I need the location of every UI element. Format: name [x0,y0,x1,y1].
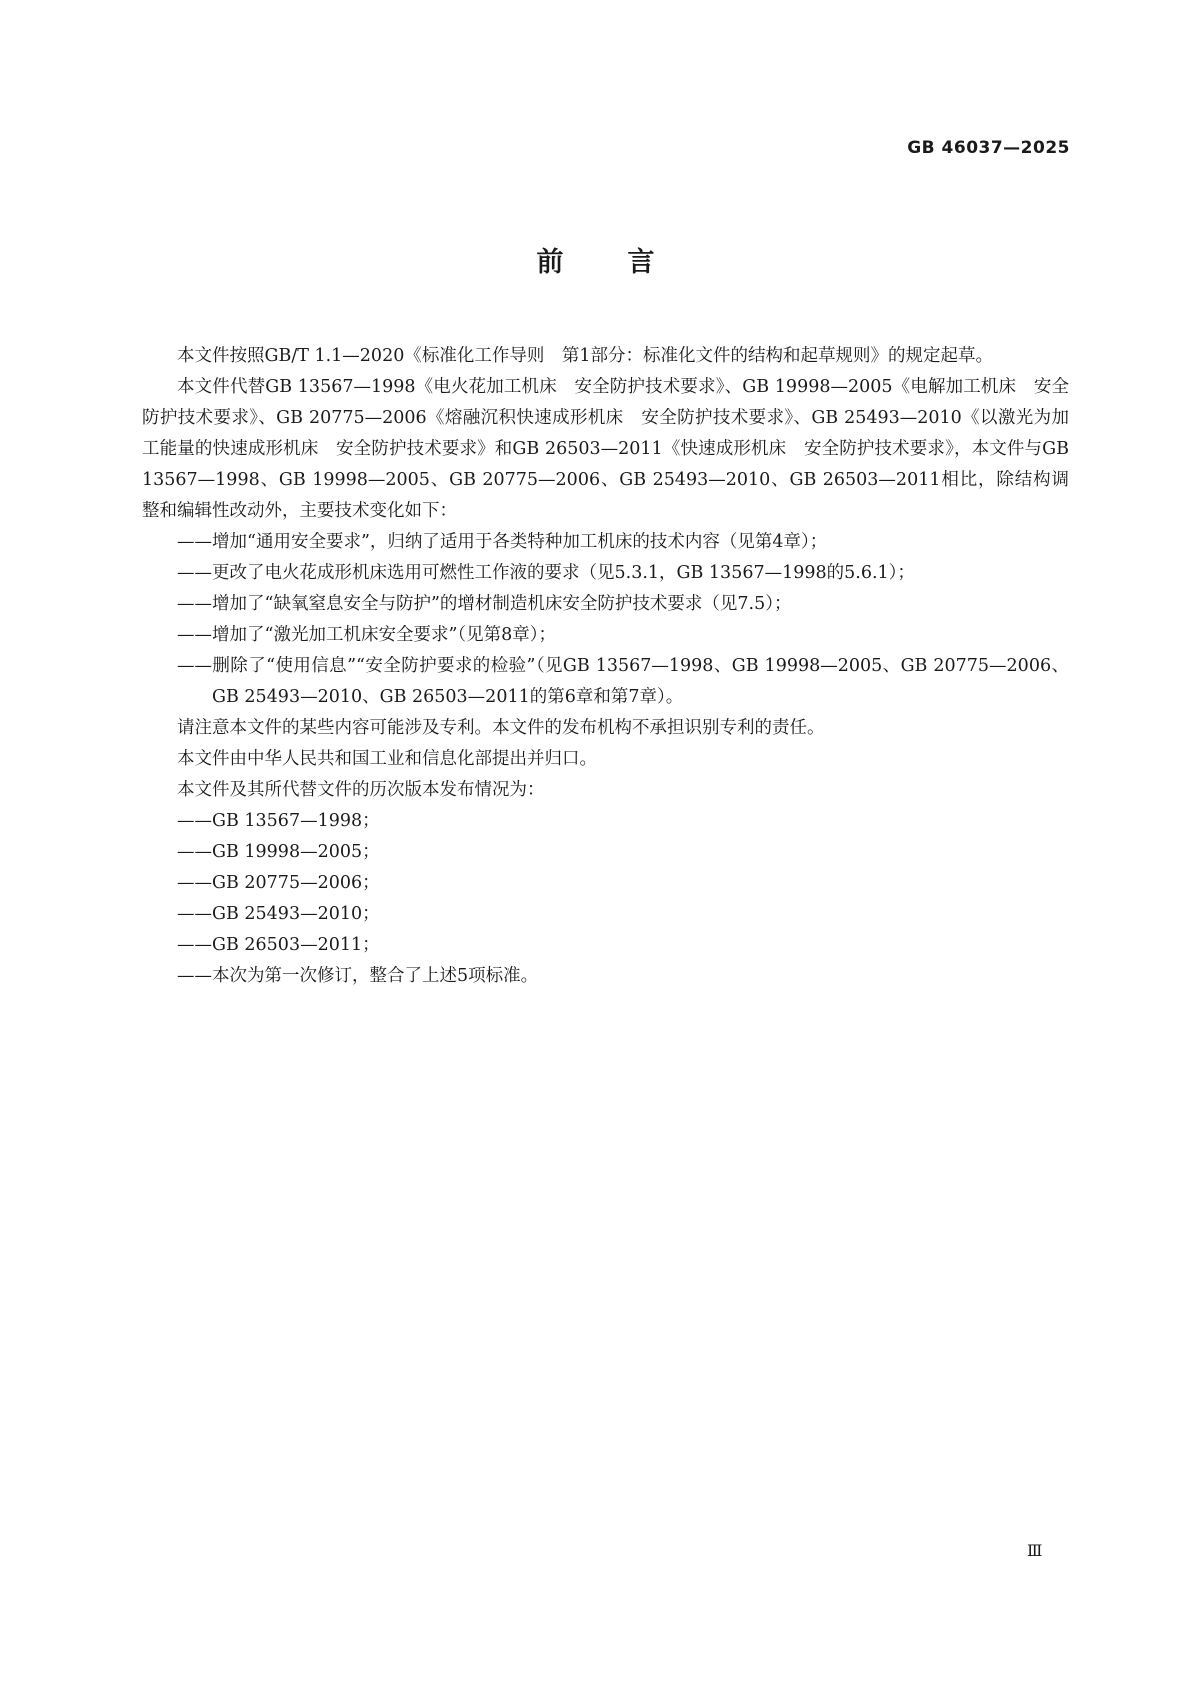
page-title: 前言 [536,247,719,278]
paragraph-patent-notice: 请注意本文件的某些内容可能涉及专利。本文件的发布机构不承担识别专利的责任。 [177,718,825,738]
change-item: ——更改了电火花成形机床选用可燃性工作液的要求（见5.3.1，GB 13567—1998的5.6.1）； [177,563,915,583]
history-item: ——GB 25493—2010； [177,904,380,924]
change-item: ——增加“通用安全要求”，归纳了适用于各类特种加工机床的技术内容（见第4章）； [177,532,828,552]
history-item: ——GB 20775—2006； [177,873,380,893]
paragraph-drafting-rule: 本文件按照GB/T 1.1—2020《标准化工作导则 第1部分：标准化文件的结构和起草规则》的规定起草。 [177,346,993,366]
history-item: ——本次为第一次修订，整合了上述5项标准。 [177,966,539,986]
change-item: ——增加了“激光加工机床安全要求”（见第8章）； [177,625,557,645]
change-item: ——增加了“缺氧窒息安全与防护”的增材制造机床安全防护技术要求（见7.5）； [177,594,792,614]
paragraph-replacement: 本文件代替GB 13567—1998《电火花加工机床 安全防护技术要求》、GB 19998—2005《电解加工机床 安全防护技术要求》、GB 20775—2006《熔融沉积快速成形机床 安全防护技术要求》、GB 25493—2010《以激光为加工能量的快速成形机床 安全防护技术要求》和GB 26503—2011《快速成形机床 安全防护技术要求》，本文件与GB 13567—1998、GB 19998—2005、GB 20775—2006、GB 25493—2010、GB 26503—2011相比，除结构调整和编辑性改动外，主要技术变化如下： [142,377,1069,521]
standard-number: GB 46037—2025 [907,138,1070,158]
document-body [142,341,1069,992]
paragraph-history-intro: 本文件及其所代替文件的历次版本发布情况为： [177,780,545,800]
history-item: ——GB 19998—2005； [177,842,380,862]
paragraph-proposer: 本文件由中华人民共和国工业和信息化部提出并归口。 [177,749,597,769]
change-item: ——删除了“使用信息”“安全防护要求的检验”（见GB 13567—1998、GB 19998—2005、GB 20775—2006、GB 25493—2010、GB 26503—2011的第6章和第7章）。 [177,656,1069,707]
history-item: ——GB 26503—2011； [177,935,380,955]
page-number: Ⅲ [1027,1541,1043,1560]
history-item: ——GB 13567—1998； [177,811,380,831]
